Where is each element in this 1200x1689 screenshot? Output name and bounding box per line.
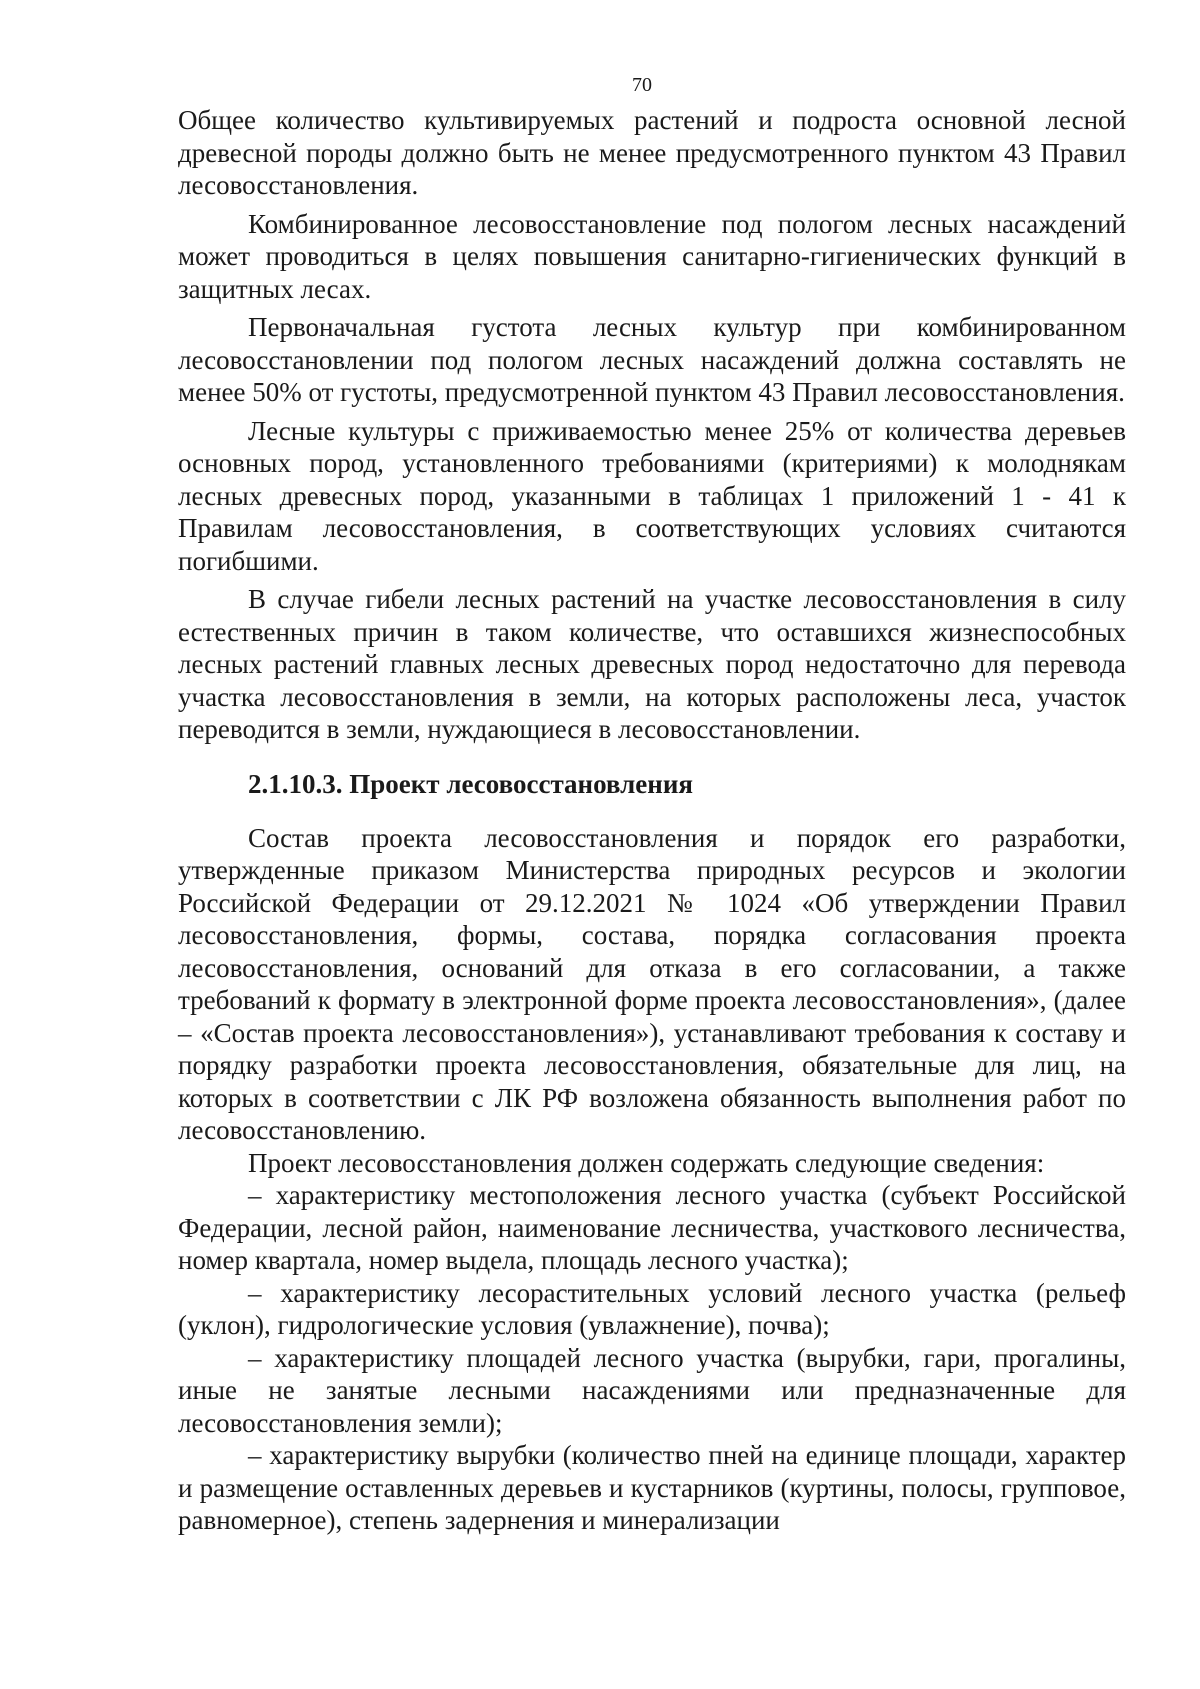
list-item: – характеристику лесорастительных условий лесного участка (рельеф (уклон), гидрологические условия (увлажнение), почва);	[178, 1277, 1126, 1340]
paragraph: В случае гибели лесных растений на участке лесовосстановления в силу естественных причин в таком количестве, что оставшихся жизнеспособных лесных растений главных лесных древесных пород недостаточно для перевода участка лесовосстановления в земли, на которых расположены леса, участок переводится в земли, нуждающиеся в лесовосстановлении.	[178, 584, 1126, 744]
list-item: – характеристику местоположения лесного участка (субъект Российской Федерации, лесной район, наименование лесничества, участкового лесничества, номер квартала, номер выдела, площадь лесного участка);	[178, 1180, 1126, 1275]
list-item: – характеристику вырубки (количество пней на единице площади, характер и размещение оставленных деревьев и кустарников (куртины, полосы, групповое, равномерное), степень задернения и минерализации	[178, 1440, 1126, 1535]
paragraph: Комбинированное лесовосстановление под пологом лесных насаждений может проводиться в целях повышения санитарно-гигиенических функций в защитных лесах.	[178, 208, 1126, 304]
page-number: 70	[632, 74, 652, 96]
section-heading: 2.1.10.3. Проект лесовосстановления	[248, 768, 694, 799]
paragraph: Общее количество культивируемых растений и подроста основной лесной древесной породы должно быть не менее предусмотренного пунктом 43 Правил лесовосстановления.	[178, 105, 1126, 200]
paragraph: Первоначальная густота лесных культур при комбинированном лесовосстановлении под пологом лесных насаждений должна составлять не менее 50% от густоты, предусмотренной пунктом 43 Правил лесовосстановления.	[178, 312, 1126, 407]
paragraph: Состав проекта лесовосстановления и порядок его разработки, утвержденные приказом Министерства природных ресурсов и экологии Российской Федерации от 29.12.2021 № 1024 «Об утверждении Правил лесовосстановления, формы, состава, порядка согласования проекта лесовосстановления, оснований для отказа в его согласовании, а также требований к формату в электронной форме проекта лесовосстановления», (далее – «Состав проекта лесовосстановления»), устанавливают требования к составу и порядку разработки проекта лесовосстановления, обязательные для лиц, на которых в соответствии с ЛК РФ возложена обязанность выполнения работ по лесовосстановлению.	[178, 822, 1126, 1145]
paragraph: Лесные культуры с приживаемостью менее 25% от количества деревьев основных пород, установленного требованиями (критериями) к молоднякам лесных древесных пород, указанными в таблицах 1 приложений 1 - 41 к Правилам лесовосстановления, в соответствующих условиях считаются погибшими.	[178, 415, 1126, 576]
paragraph: Проект лесовосстановления должен содержать следующие сведения:	[248, 1147, 1045, 1178]
list-item: – характеристику площадей лесного участка (вырубки, гари, прогалины, иные не занятые лесными насаждениями или предназначенные для лесовосстановления земли);	[178, 1342, 1126, 1438]
